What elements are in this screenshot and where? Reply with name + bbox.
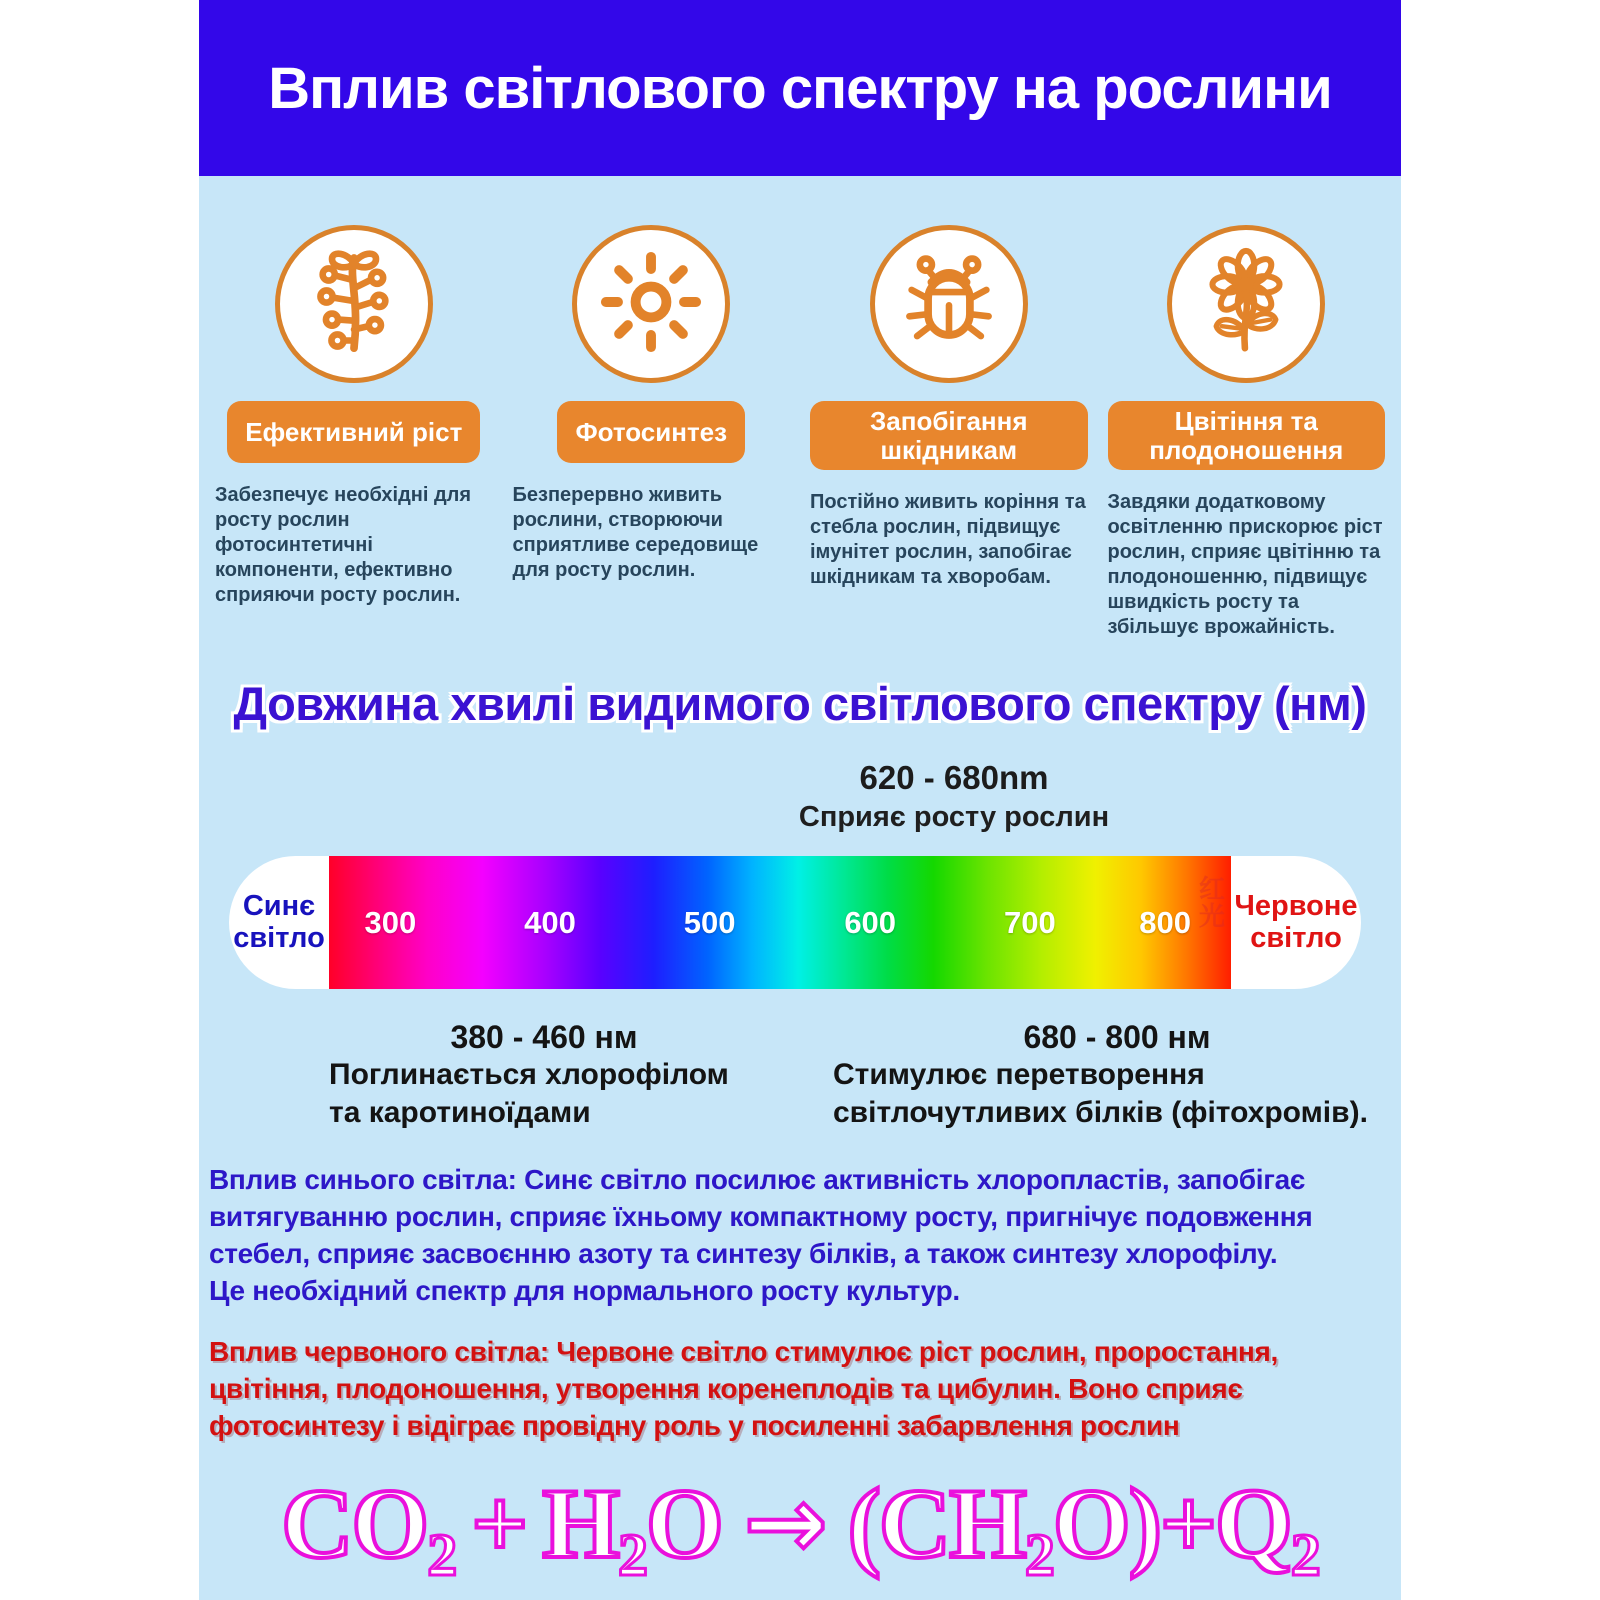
- bug-icon: [894, 247, 1004, 362]
- flower-icon: [1191, 247, 1301, 362]
- feature-description: Безперервно живить рослини, створюючи сприятливе середовище для росту рослин.: [512, 484, 759, 581]
- tick-500: 500: [683, 904, 736, 940]
- icon-circle: [572, 225, 730, 383]
- bottom-annotations: [199, 1019, 1401, 1132]
- tick-800: 800: [1139, 904, 1192, 940]
- photosynthesis-formula: $CO_2 + H_2O \to (CH_2O)+Q_2$: [281, 1464, 1319, 1589]
- range-value: 380 - 460 нм: [450, 1019, 638, 1056]
- page-title: Вплив світлового спектру на рослини: [268, 55, 1332, 121]
- feature-label: Цвітіння та плодоношення: [1108, 401, 1386, 470]
- blue-light-label: Синє світло: [233, 890, 325, 954]
- icon-circle: [275, 225, 433, 383]
- red-light-watermark: 红光: [1198, 874, 1225, 932]
- range-value: 680 - 800 нм: [1023, 1019, 1211, 1056]
- far-red-range-annotation: [833, 1019, 1401, 1132]
- spectrum-heading: Довжина хвилі видимого світлового спектру (нм): [233, 677, 1367, 731]
- feature-label: Ефективний ріст: [227, 401, 480, 463]
- spectrum-gradient: [329, 856, 1231, 989]
- icon-circle: [870, 225, 1028, 383]
- roots-icon: [299, 247, 409, 362]
- infographic-poster: [199, 0, 1401, 1600]
- red-range-annotation: [734, 759, 1174, 834]
- blue-light-paragraph: Вплив синього світла: Синє світло посилює активність хлоропластів, запобігає витягуванню рослин, сприяє їхньому компактному росту, пригнічує подовження стебел, сприяє засвоєнню азоту та синтезу білків, а також синтезу хлорофілу. Це необхідний спектр для нормального росту культур.: [209, 1163, 1313, 1306]
- feature-label: Фотосинтез: [557, 401, 745, 463]
- sun-icon: [596, 247, 706, 362]
- poster-content: [199, 176, 1401, 1600]
- range-caption: Стимулює перетворення: [833, 1058, 1205, 1092]
- range-value: 620 - 680nm: [859, 759, 1049, 797]
- range-caption: Поглинається хлорофілом: [329, 1058, 729, 1092]
- feature-description: Постійно живить коріння та стебла рослин, підвищує імунітет рослин, запобігає шкідникам та хворобам.: [810, 491, 1086, 589]
- arrow-icon: →: [743, 1464, 826, 1582]
- spectrum-bar: [229, 856, 1361, 989]
- feature-photosynthesis: [503, 225, 801, 640]
- icon-circle: [1167, 225, 1325, 383]
- feature-pest-prevention: [800, 225, 1098, 640]
- feature-description: Забезпечує необхідні для росту рослин фотосинтетичні компоненти, ефективно сприяючи росту рослин.: [215, 484, 472, 606]
- tick-400: 400: [524, 904, 576, 940]
- feature-flowering: [1098, 225, 1396, 640]
- blue-range-annotation: [329, 1019, 759, 1132]
- feature-label: Запобігання шкідникам: [810, 401, 1088, 470]
- tick-300: 300: [364, 904, 417, 940]
- features-row: [199, 225, 1401, 640]
- feature-effective-growth: [205, 225, 503, 640]
- tick-600: 600: [844, 904, 897, 940]
- red-light-paragraph: Вплив червоного світла: Червоне світло стимулює ріст рослин, проростання, цвітіння, плодоношення, утворення коренеплодів та цибулин. Воно сприяє фотосинтезу і відіграє провідну роль у посиленні забарвлення рослин: [209, 1335, 1279, 1441]
- feature-description: Завдяки додатковому освітленню прискорює ріст рослин, сприяє цвітінню та плодоношенню, підвищує швидкість росту та збільшує врожайність.: [1107, 491, 1383, 639]
- red-light-label: Червоне світло: [1234, 890, 1358, 954]
- range-caption: Сприяє росту рослин: [798, 801, 1110, 834]
- title-banner: [199, 0, 1401, 176]
- tick-700: 700: [1003, 904, 1056, 940]
- range-caption: та каротиноїдами: [329, 1095, 591, 1129]
- range-caption: світлочутливих білків (фітохромів).: [833, 1095, 1368, 1129]
